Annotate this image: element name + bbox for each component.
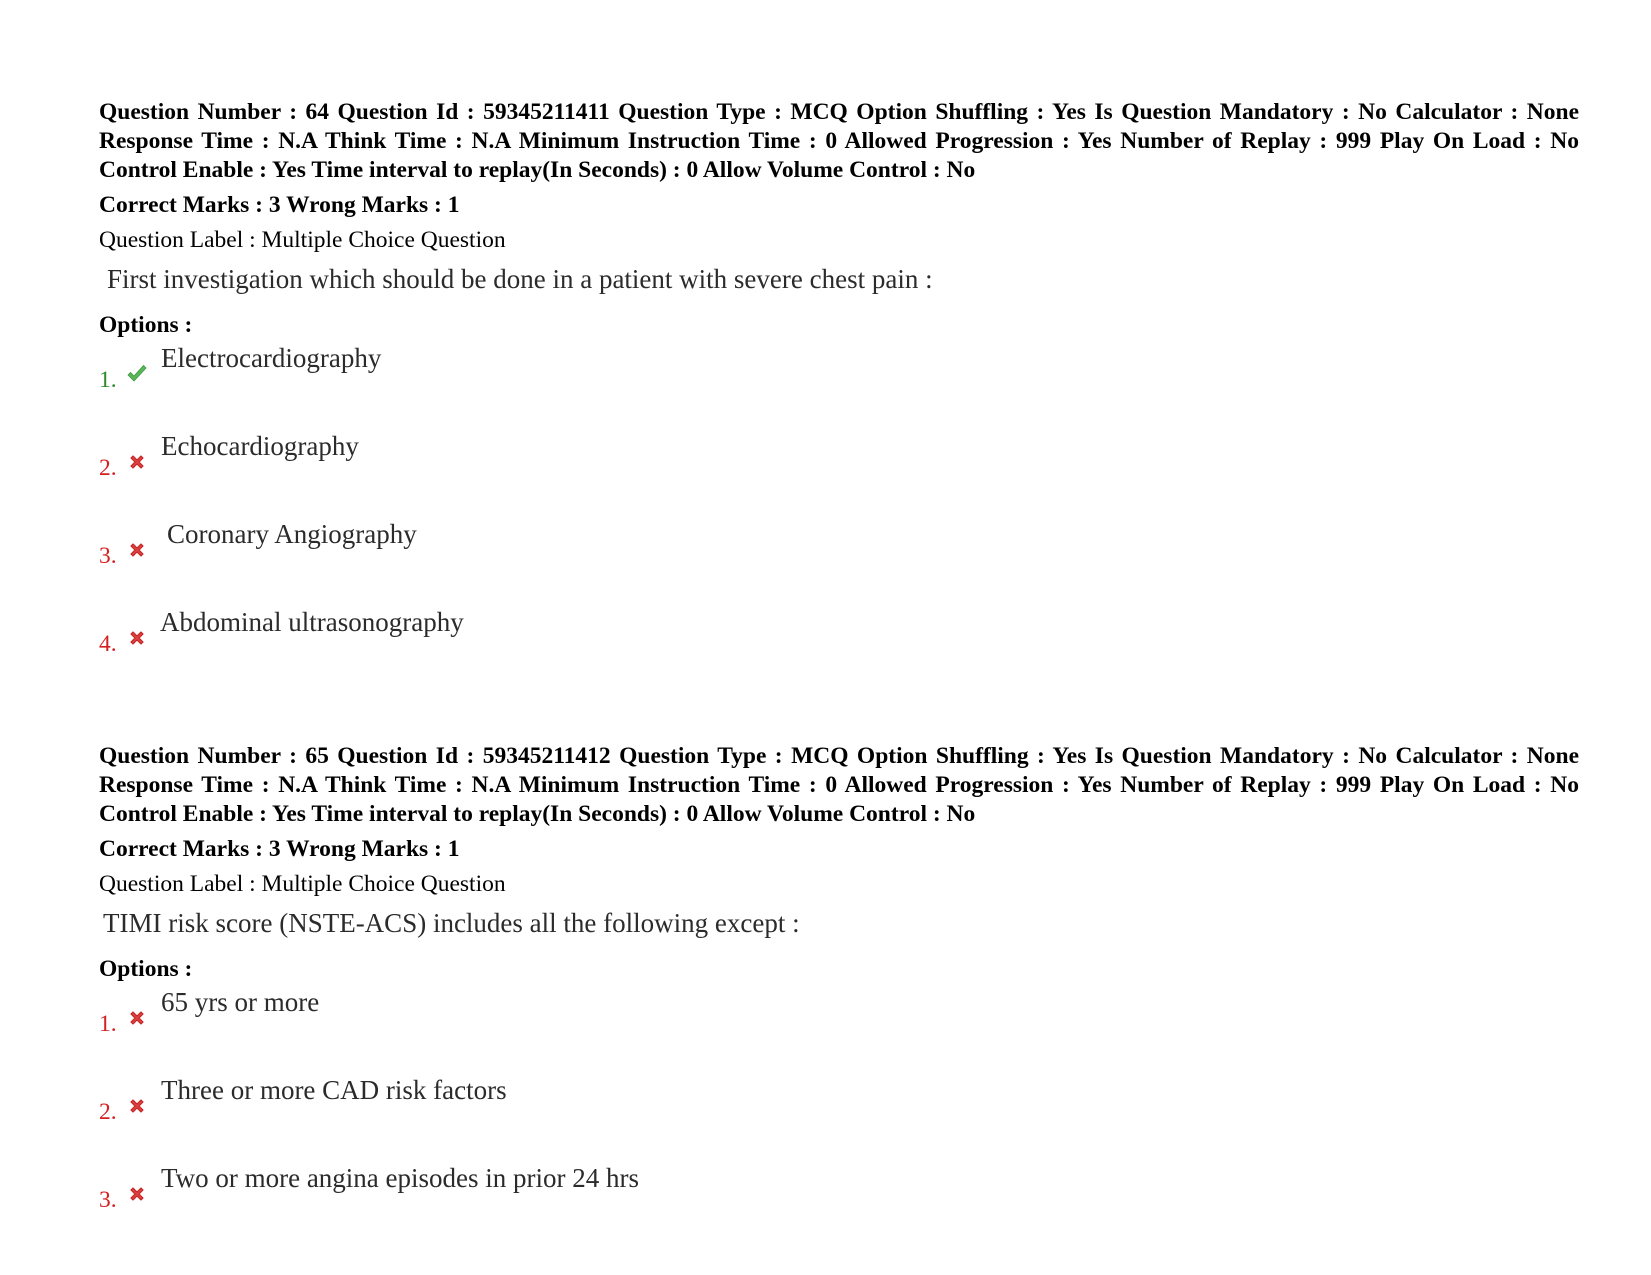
question-text: First investigation which should be done in a patient with severe chest pain : bbox=[107, 264, 933, 294]
option-number: 2. bbox=[99, 1099, 117, 1125]
cross-icon bbox=[125, 626, 149, 650]
question-block-64 bbox=[99, 98, 1579, 692]
question-block-65 bbox=[99, 742, 1579, 1248]
question-text: TIMI risk score (NSTE-ACS) includes all the following except : bbox=[103, 908, 800, 938]
options-heading: Options : bbox=[99, 312, 193, 338]
question-label: Question Label : Multiple Choice Question bbox=[99, 871, 506, 897]
option-text: 65 yrs or more bbox=[161, 987, 320, 1017]
question-meta: Question Number : 64 Question Id : 59345211411 Question Type : MCQ Option Shuffling : Yes Is Question Mandatory : No Calculator : None Response Time : N.A Think Time : N.A Minimum Instruction Time : 0 Allowed Progression : Yes Number of Replay : 999 Play On Load : No Control Enable : Yes Time interval to replay(In Seconds) : 0 Allow Volume Control : No bbox=[99, 99, 1579, 183]
question-meta: Question Number : 65 Question Id : 59345211412 Question Type : MCQ Option Shuffling : Yes Is Question Mandatory : No Calculator : None Response Time : N.A Think Time : N.A Minimum Instruction Time : 0 Allowed Progression : Yes Number of Replay : 999 Play On Load : No Control Enable : Yes Time interval to replay(In Seconds) : 0 Allow Volume Control : No bbox=[99, 743, 1579, 827]
option-3 bbox=[99, 1160, 1579, 1248]
check-icon bbox=[125, 362, 149, 386]
option-text: Echocardiography bbox=[161, 431, 359, 461]
cross-icon bbox=[125, 538, 149, 562]
options-heading: Options : bbox=[99, 956, 193, 982]
question-marks: Correct Marks : 3 Wrong Marks : 1 bbox=[99, 192, 460, 218]
option-text: Electrocardiography bbox=[161, 343, 382, 373]
option-2 bbox=[99, 428, 1579, 516]
question-marks: Correct Marks : 3 Wrong Marks : 1 bbox=[99, 836, 460, 862]
option-1 bbox=[99, 984, 1579, 1072]
option-number: 1. bbox=[99, 367, 117, 393]
cross-icon bbox=[125, 1006, 149, 1030]
option-number: 3. bbox=[99, 1187, 117, 1213]
cross-icon bbox=[125, 450, 149, 474]
option-text: Two or more angina episodes in prior 24 hrs bbox=[161, 1163, 640, 1193]
options-list bbox=[99, 340, 1579, 692]
option-3 bbox=[99, 516, 1579, 604]
cross-icon bbox=[125, 1182, 149, 1206]
option-text: Three or more CAD risk factors bbox=[161, 1075, 507, 1105]
option-number: 1. bbox=[99, 1011, 117, 1037]
cross-icon bbox=[125, 1094, 149, 1118]
option-text: Abdominal ultrasonography bbox=[160, 607, 464, 637]
option-text: Coronary Angiography bbox=[167, 519, 417, 549]
option-number: 3. bbox=[99, 543, 117, 569]
option-number: 4. bbox=[99, 631, 117, 657]
question-label: Question Label : Multiple Choice Question bbox=[99, 227, 506, 253]
options-list bbox=[99, 984, 1579, 1248]
option-2 bbox=[99, 1072, 1579, 1160]
option-number: 2. bbox=[99, 455, 117, 481]
option-1 bbox=[99, 340, 1579, 428]
option-4 bbox=[99, 604, 1579, 692]
